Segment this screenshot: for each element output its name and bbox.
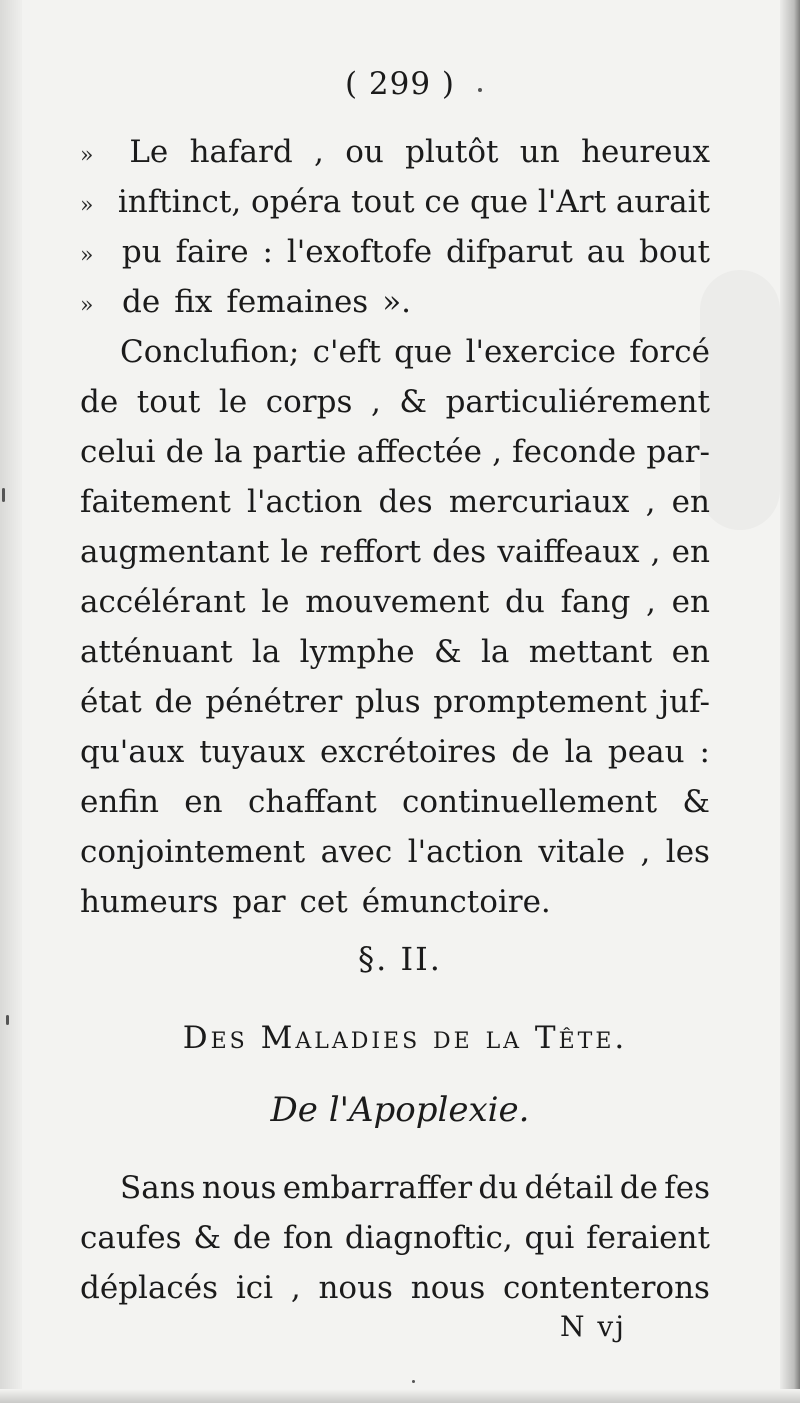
page-right-edge: [780, 0, 800, 1403]
word: vaiffeaux: [497, 534, 640, 570]
word: pénétrer: [205, 684, 343, 720]
page-left-edge: [0, 0, 22, 1403]
word: partie: [252, 434, 347, 470]
show-through-shadow: [700, 270, 780, 530]
word: feconde: [512, 434, 637, 470]
body-text: [80, 127, 710, 927]
word: ,: [640, 834, 651, 870]
second-paragraph: [80, 1163, 710, 1313]
word: qu'aux: [80, 734, 185, 770]
word: fix: [174, 284, 213, 320]
word: l'exoftofe: [286, 234, 433, 270]
word: promptement: [433, 684, 647, 720]
word: par-: [646, 434, 710, 470]
word: feraient: [586, 1220, 710, 1256]
word: de: [154, 684, 193, 720]
word: le: [261, 584, 290, 620]
word: la: [251, 634, 281, 670]
word: embarraffer: [282, 1170, 473, 1206]
word: augmentant: [80, 534, 270, 570]
word: diagnoftic,: [344, 1220, 513, 1256]
word: ,: [314, 134, 324, 170]
word: en: [671, 634, 710, 670]
word: accélérant: [80, 584, 246, 620]
page-bottom-edge: [0, 1389, 800, 1403]
text-line: [80, 627, 710, 677]
word: ».: [382, 284, 412, 320]
text-line: [80, 577, 710, 627]
word: émunctoire.: [361, 884, 551, 920]
word: nous: [318, 1270, 393, 1306]
word: détail: [524, 1170, 614, 1206]
word: l'action: [407, 834, 523, 870]
chapter-title: Des Maladies de la Tête.: [182, 1020, 628, 1056]
word: en: [671, 484, 710, 520]
quote-line: [80, 177, 710, 227]
word: nous: [410, 1270, 486, 1306]
word: conjointement: [80, 834, 306, 870]
word: tuyaux: [199, 734, 306, 770]
word: &: [682, 784, 710, 820]
text-line: [80, 1213, 710, 1263]
word: la: [564, 734, 593, 770]
word: cet: [299, 884, 348, 920]
word: de: [619, 1170, 658, 1206]
text-line: [80, 377, 710, 427]
word: déplacés: [80, 1270, 219, 1306]
word: l'exercice: [465, 334, 616, 370]
text-line: [80, 777, 710, 827]
quote-mark: »: [80, 243, 94, 268]
text-line: [80, 727, 710, 777]
ink-speck: [6, 1015, 9, 1025]
quote-mark: »: [80, 293, 94, 318]
quote-mark: »: [80, 143, 94, 168]
quote-line: [80, 277, 710, 327]
word: pu: [121, 234, 162, 270]
word: mouvement: [305, 584, 490, 620]
word: des: [378, 484, 433, 520]
word: excrétoires: [320, 734, 497, 770]
word: ,: [290, 1270, 301, 1306]
word: la: [480, 634, 510, 670]
word: enfin: [80, 784, 159, 820]
word: de: [511, 734, 550, 770]
word: que: [394, 334, 453, 370]
word: contenterons: [503, 1270, 710, 1306]
word: des: [432, 534, 487, 570]
text-line: [80, 1263, 710, 1313]
word: de: [122, 284, 161, 320]
word: heureux: [581, 134, 710, 170]
text-line: [80, 1163, 710, 1213]
word: de: [80, 384, 119, 420]
word: tout: [136, 384, 201, 420]
word: en: [671, 534, 710, 570]
word: en: [671, 584, 710, 620]
word: inftinct,: [117, 184, 242, 220]
word: fang: [560, 584, 631, 620]
word: ou: [345, 134, 384, 170]
word: affectée: [356, 434, 482, 470]
word: du: [478, 1170, 519, 1206]
word: hafard: [189, 134, 293, 170]
word: que: [469, 184, 529, 220]
word: ,: [646, 584, 656, 620]
word: caufes: [80, 1220, 182, 1256]
word: au: [586, 234, 626, 270]
word: peau: [607, 734, 685, 770]
text-line: [80, 427, 710, 477]
page-number-header: ( 299 ): [344, 66, 456, 102]
word: nous: [201, 1170, 277, 1206]
word: difparut: [446, 234, 573, 270]
text-line: [80, 327, 710, 377]
ink-speck: [478, 88, 482, 92]
word: Conclufion;: [120, 334, 300, 370]
ink-speck: [2, 488, 5, 502]
text-line: [80, 827, 710, 877]
word: faitement: [80, 484, 231, 520]
word: l'Art: [537, 184, 607, 220]
word: de: [165, 434, 204, 470]
word: &: [399, 384, 427, 420]
ink-speck: [412, 1380, 415, 1383]
word: forcé: [629, 334, 710, 370]
word: :: [262, 234, 273, 270]
quote-line: [80, 127, 710, 177]
word: ,: [370, 384, 381, 420]
word: chaffant: [247, 784, 377, 820]
word: plutôt: [405, 134, 499, 170]
word: Le: [129, 134, 169, 170]
word: mercuriaux: [448, 484, 630, 520]
word: la: [214, 434, 243, 470]
word: état: [80, 684, 142, 720]
text-line: [80, 877, 710, 927]
word: fon: [282, 1220, 334, 1256]
word: ici: [235, 1270, 274, 1306]
text-line: [80, 477, 710, 527]
word: opéra: [251, 184, 342, 220]
word: bout: [639, 234, 710, 270]
word: ce: [424, 184, 461, 220]
word: de: [232, 1220, 272, 1256]
signature-mark: N vj: [560, 1310, 626, 1343]
word: celui: [80, 434, 156, 470]
quote-mark: »: [80, 193, 94, 218]
word: le: [218, 384, 248, 420]
word: femaines: [226, 284, 369, 320]
word: faire: [175, 234, 249, 270]
word: ,: [650, 534, 661, 570]
word: corps: [265, 384, 353, 420]
word: reffort: [319, 534, 421, 570]
word: plus: [354, 684, 421, 720]
word: l'action: [247, 484, 363, 520]
word: mettant: [528, 634, 653, 670]
quote-line: [80, 227, 710, 277]
word: tout: [351, 184, 415, 220]
word: un: [519, 134, 560, 170]
word: lymphe: [299, 634, 415, 670]
text-line: [80, 527, 710, 577]
word: atténuant: [80, 634, 233, 670]
word: &: [193, 1220, 222, 1256]
word: Sans: [120, 1170, 196, 1206]
word: ,: [645, 484, 656, 520]
subtitle: De l'Apoplexie.: [270, 1090, 530, 1130]
word: continuellement: [402, 784, 658, 820]
word: juf-: [659, 684, 710, 720]
word: particuliérement: [445, 384, 710, 420]
word: en: [184, 784, 223, 820]
word: par: [232, 884, 286, 920]
word: avec: [320, 834, 393, 870]
section-number: §. II.: [358, 940, 442, 978]
word: c'eft: [312, 334, 381, 370]
word: vitale: [538, 834, 626, 870]
word: &: [434, 634, 462, 670]
text-line: [80, 677, 710, 727]
word: les: [665, 834, 710, 870]
word: qui: [524, 1220, 575, 1256]
word: :: [699, 734, 710, 770]
word: fes: [664, 1170, 710, 1206]
word: le: [280, 534, 309, 570]
word: aurait: [615, 184, 710, 220]
word: du: [505, 584, 545, 620]
word: ,: [492, 434, 503, 470]
word: humeurs: [80, 884, 219, 920]
